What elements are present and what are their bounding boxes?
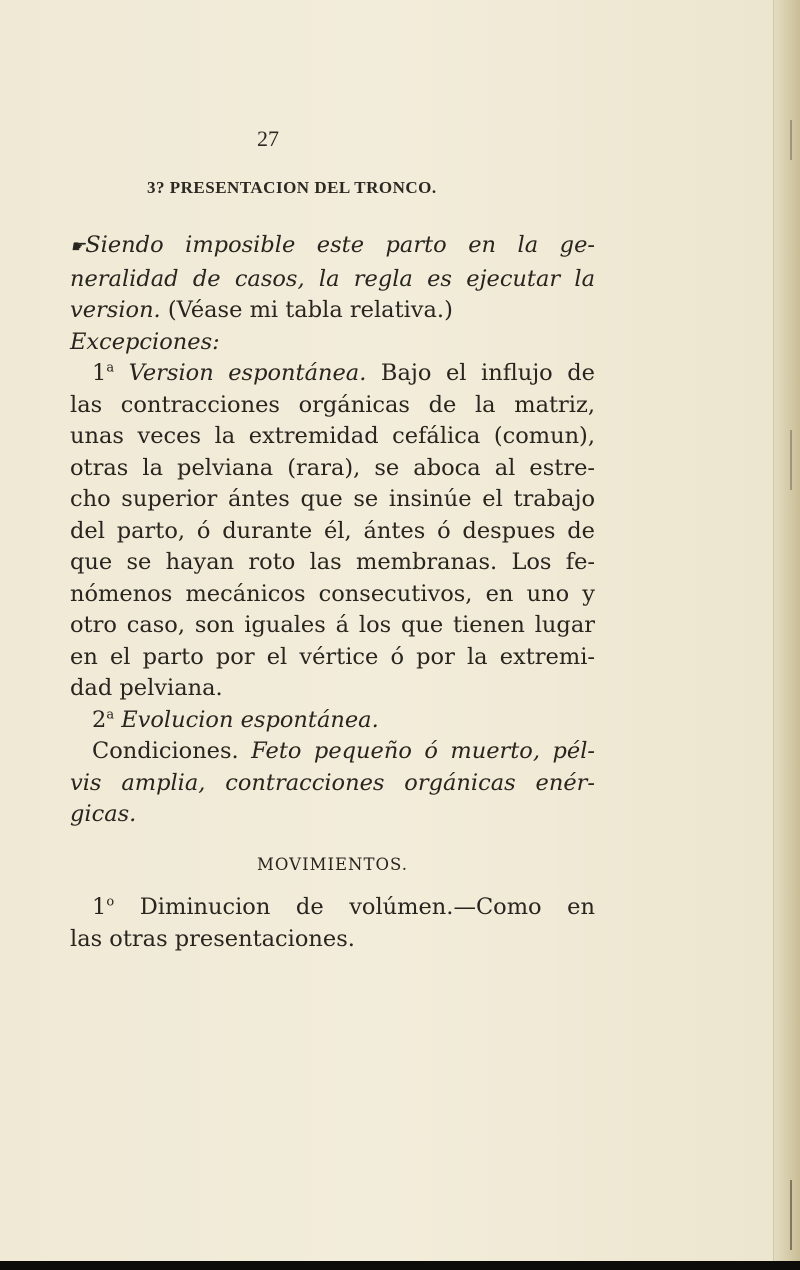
paragraph-2-line-3: unas veces la extremidad cefálica (comun), (70, 423, 595, 449)
bottom-shadow-band (0, 1261, 800, 1270)
edge-mark (790, 1180, 792, 1250)
paragraph-2-line-2: las contracciones orgánicas de la matriz, (70, 391, 595, 418)
paragraph-1-line-1: ☛Siendo imposible este parto en la ge- (70, 232, 595, 258)
excepciones-label: Excepciones: (70, 328, 220, 355)
paragraph-2-line-1: 1$^a$ Version espontánea. Bajo el influjo de (92, 360, 595, 386)
page-number: 27 (257, 126, 279, 151)
paragraph-3-line-1: 2$^a$ Evolucion espontánea. (92, 706, 379, 733)
section-heading: 3? PRESENTACION DEL TRONCO. (147, 178, 437, 197)
edge-mark (790, 430, 792, 490)
paragraph-1-line-3: version. (Véase mi tabla relativa.) (70, 297, 453, 323)
edge-mark (790, 120, 792, 160)
paragraph-2-line-5: cho superior ántes que se insinúe el trabajo (70, 486, 595, 512)
page-edge (773, 0, 800, 1262)
paragraph-1-line-2: neralidad de casos, la regla es ejecutar la (70, 265, 595, 292)
paragraph-4-line-3: gicas. (70, 801, 137, 827)
body-text (70, 230, 595, 955)
paragraph-5-line-1: 1$^o$ Diminucion de volúmen.—Como en (92, 894, 595, 920)
paragraph-2-line-8: nómenos mecánicos consecutivos, en uno y (70, 580, 595, 607)
paragraph-2-line-10: en el parto por el vértice ó por la extremi- (70, 643, 595, 670)
pointing-hand-icon: ☛ (70, 237, 86, 257)
movimientos-heading: MOVIMIENTOS. (257, 854, 408, 874)
paragraph-2-line-4: otras la pelviana (rara), se aboca al estre- (70, 454, 595, 481)
paragraph-4-line-1: Condiciones. Feto pequeño ó muerto, pél- (92, 738, 595, 764)
paragraph-4-line-2: vis amplia, contracciones orgánicas enér- (70, 769, 595, 796)
paragraph-2-line-11: dad pelviana. (70, 675, 223, 701)
paragraph-2-line-6: del parto, ó durante él, ántes ó despues de (70, 517, 595, 544)
paragraph-5-line-2: las otras presentaciones. (70, 925, 355, 952)
paragraph-2-line-9: otro caso, son iguales á los que tienen lugar (70, 612, 595, 638)
paragraph-2-line-7: que se hayan roto las membranas. Los fe- (70, 549, 595, 575)
